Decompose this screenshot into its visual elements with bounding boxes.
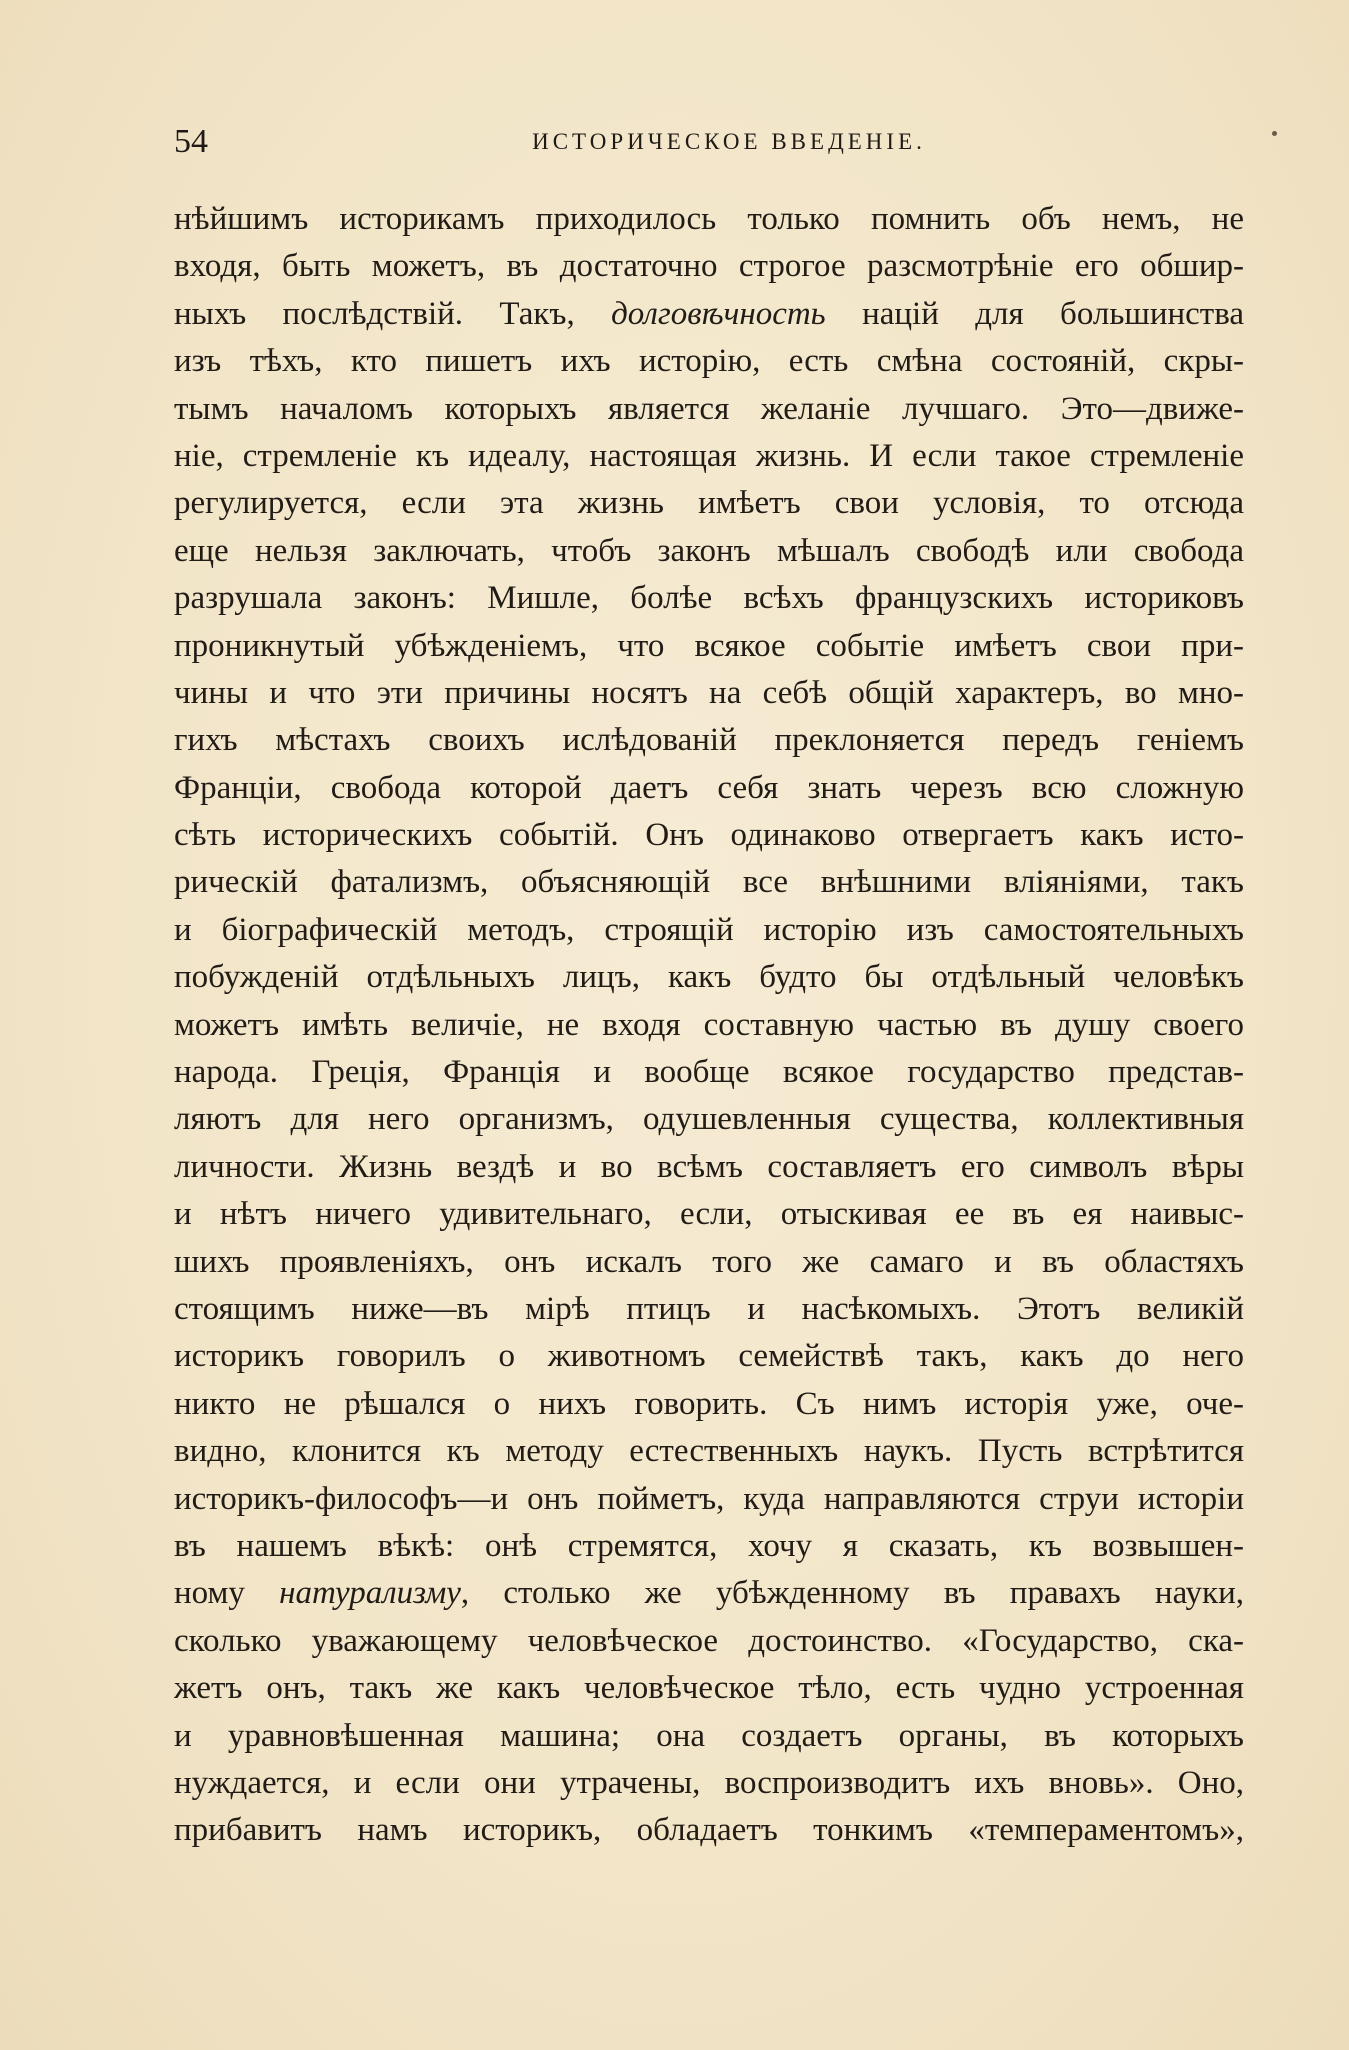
text-line: [174, 1523, 1244, 1570]
text-line: [174, 386, 1244, 433]
text-line: [174, 196, 1244, 243]
text-line: [174, 291, 1244, 338]
line-text: нѣйшимъ историкамъ приходилось только помнить объ немъ, не: [174, 201, 1244, 237]
text-line: [174, 1807, 1244, 1854]
text-line: [174, 1144, 1244, 1191]
line-text: еще нельзя заключать, чтобъ законъ мѣшалъ свободѣ или свобода: [174, 532, 1244, 569]
text-line: [174, 1191, 1244, 1238]
page-header: [174, 118, 1244, 166]
line-text: видно, клонится къ методу естественныхъ наукъ. Пусть встрѣтится: [174, 1433, 1244, 1470]
line-text: входя, быть можетъ, въ достаточно строгое разсмотрѣніе его обшир-: [174, 248, 1244, 285]
line-text: сколько уважающему человѣческое достоинство. «Государство, ска-: [174, 1622, 1244, 1659]
line-text: шихъ проявленіяхъ, онъ искалъ того же самаго и въ областяхъ: [174, 1243, 1244, 1280]
line-text: изъ тѣхъ, кто пишетъ ихъ исторію, есть смѣна состояній, скры-: [174, 343, 1244, 380]
line-text: историкъ говорилъ о животномъ семействѣ такъ, какъ до него: [174, 1338, 1244, 1375]
paper-speck: [1272, 131, 1277, 136]
body-text: [174, 196, 1244, 1855]
text-line: [174, 1333, 1244, 1380]
line-text: и біографическій методъ, строящій исторію изъ самостоятельныхъ: [174, 911, 1244, 948]
page-number: 54: [174, 123, 208, 160]
line-text: гихъ мѣстахъ своихъ ислѣдованій преклоняется передъ геніемъ: [174, 722, 1244, 759]
text-line: [174, 433, 1244, 480]
text-line: [174, 812, 1244, 859]
line-text: ному: [174, 1575, 280, 1612]
line-text: личности. Жизнь вездѣ и во всѣмъ составляетъ его символъ вѣры: [174, 1148, 1244, 1185]
text-line: [174, 717, 1244, 764]
line-text: можетъ имѣть величіе, не входя составную частью въ душу своего: [174, 1006, 1244, 1043]
italic-text: натурализму: [279, 1575, 461, 1612]
text-line: [174, 1665, 1244, 1712]
line-text: сѣть историческихъ событій. Онъ одинаково отвергаетъ какъ исто-: [174, 817, 1244, 854]
text-line: [174, 1760, 1244, 1807]
text-line: [174, 623, 1244, 670]
line-text: ніе, стремленіе къ идеалу, настоящая жизнь. И если такое стремленіе: [174, 437, 1244, 474]
line-text: нуждается, и если они утрачены, воспроизводитъ ихъ вновь». Оно,: [174, 1764, 1244, 1801]
line-text: разрушала законъ: Мишле, болѣе всѣхъ французскихъ историковъ: [174, 580, 1244, 617]
line-text: въ нашемъ вѣкѣ: онѣ стремятся, хочу я сказать, къ возвышен-: [174, 1527, 1244, 1564]
text-line: [174, 1618, 1244, 1665]
text-line: [174, 765, 1244, 812]
text-line: [174, 1381, 1244, 1428]
line-text: націй для большинства: [825, 295, 1244, 332]
text-line: [174, 575, 1244, 622]
text-line: [174, 1476, 1244, 1523]
text-line: [174, 907, 1244, 954]
text-line: [174, 1713, 1244, 1760]
line-text: стоящимъ ниже—въ мірѣ птицъ и насѣкомыхъ. Этотъ великій: [174, 1290, 1244, 1327]
line-text: , столько же убѣжденному въ правахъ науки,: [460, 1575, 1244, 1612]
line-text: Франціи, свобода которой даетъ себя знать черезъ всю сложную: [174, 769, 1244, 806]
text-line: [174, 1239, 1244, 1286]
line-text: чины и что эти причины носятъ на себѣ общій характеръ, во мно-: [174, 674, 1244, 711]
line-text: народа. Греція, Франція и вообще всякое государство представ-: [174, 1054, 1244, 1091]
line-text: регулируется, если эта жизнь имѣетъ свои условія, то отсюда: [174, 485, 1244, 522]
text-line: [174, 528, 1244, 575]
line-text: историкъ-философъ—и онъ пойметъ, куда направляются струи исторіи: [174, 1480, 1244, 1517]
line-text: тымъ началомъ которыхъ является желаніе лучшаго. Это—движе-: [174, 390, 1244, 427]
text-line: [174, 954, 1244, 1001]
line-text: жетъ онъ, такъ же какъ человѣческое тѣло, есть чудно устроенная: [174, 1670, 1244, 1707]
line-text: побужденій отдѣльныхъ лицъ, какъ будто бы отдѣльный человѣкъ: [174, 959, 1244, 996]
text-line: [174, 670, 1244, 717]
running-head: ИСТОРИЧЕСКОЕ ВВЕДЕНІЕ.: [532, 129, 926, 154]
line-text: ныхъ послѣдствій. Такъ,: [174, 295, 612, 332]
text-line: [174, 859, 1244, 906]
line-text: и нѣтъ ничего удивительнаго, если, отыскивая ее въ ея наивыс-: [174, 1196, 1244, 1233]
line-text: прибавитъ намъ историкъ, обладаетъ тонкимъ «темпераментомъ»,: [174, 1812, 1244, 1849]
line-text: и уравновѣшенная машина; она создаетъ органы, въ которыхъ: [174, 1717, 1244, 1754]
text-line: [174, 480, 1244, 527]
line-text: ляютъ для него организмъ, одушевленныя существа, коллективныя: [174, 1101, 1244, 1138]
line-text: проникнутый убѣжденіемъ, что всякое событіе имѣетъ свои при-: [174, 627, 1244, 664]
italic-text: долговѣчность: [611, 295, 826, 332]
text-line: [174, 1286, 1244, 1333]
text-line: [174, 1049, 1244, 1096]
text-line: [174, 1570, 1244, 1617]
text-line: [174, 338, 1244, 385]
line-text: рическій фатализмъ, объясняющій все внѣшними вліяніями, такъ: [174, 864, 1244, 901]
text-line: [174, 1096, 1244, 1143]
text-line: [174, 243, 1244, 290]
text-line: [174, 1002, 1244, 1049]
text-line: [174, 1428, 1244, 1475]
line-text: никто не рѣшался о нихъ говорить. Съ нимъ исторія уже, оче-: [174, 1385, 1244, 1422]
